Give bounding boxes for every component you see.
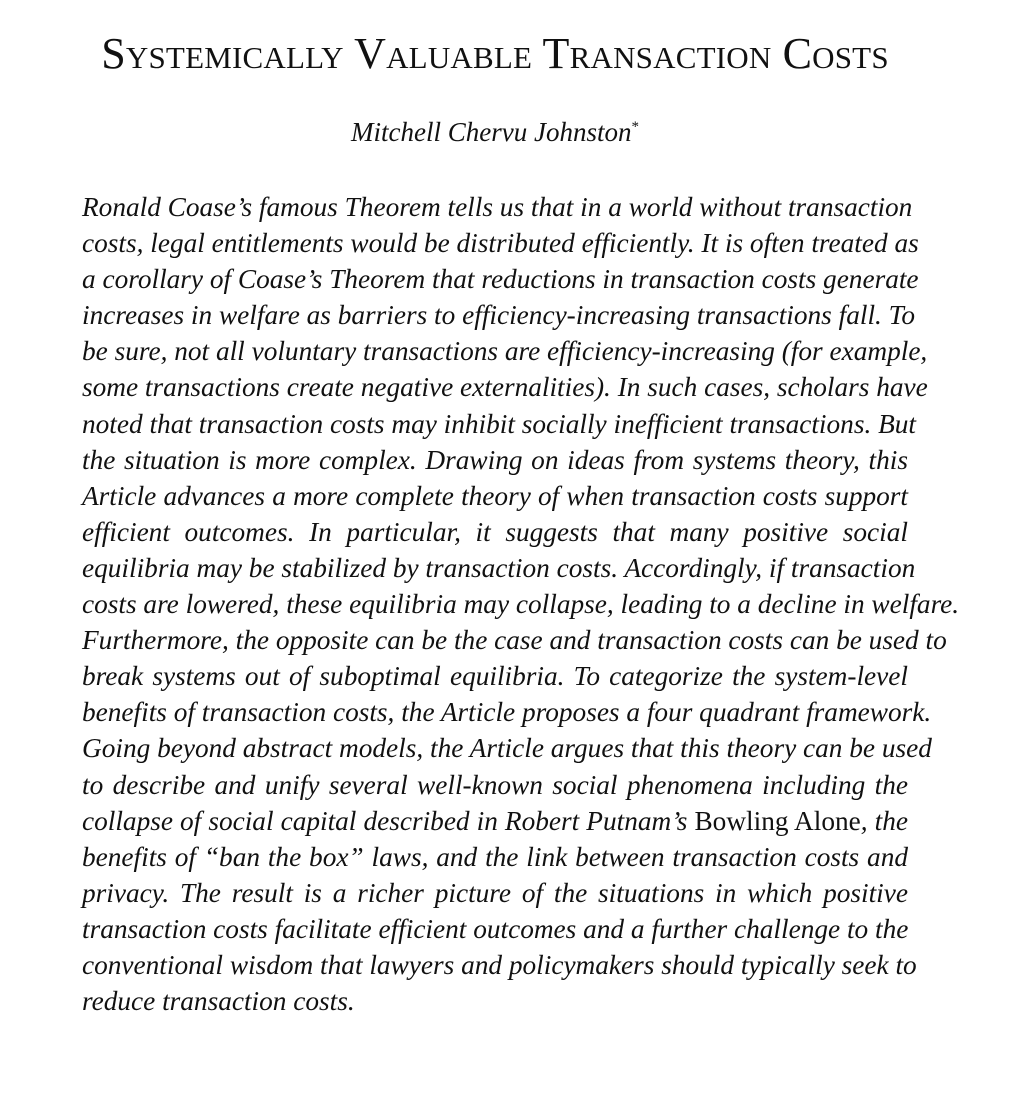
author-line [0,117,990,147]
abstract-line: Ronald Coase’s famous Theorem tells us that in a world without transaction [82,192,913,222]
abstract-line: reduce transaction costs. [82,986,355,1017]
abstract-text: , the [860,805,908,836]
abstract-line-with-book-title [82,803,908,839]
abstract-line: be sure, not all voluntary transactions are efficiency-increasing (for example, [82,336,928,367]
abstract-line: Furthermore, the opposite can be the case and transaction costs can be used to [82,625,947,656]
abstract-line: benefits of transaction costs, the Article proposes a four quadrant framework. [82,697,932,728]
abstract-line: costs, legal entitlements would be distributed efficiently. It is often treated as [82,228,919,259]
abstract-line: Article advances a more complete theory of when transaction costs support [82,480,908,511]
abstract-line: noted that transaction costs may inhibit socially inefficient transactions. But [82,408,916,439]
abstract-line: Going beyond abstract models, the Article argues that this theory can be used [82,733,932,764]
abstract-text: collapse of social capital described in Robert Putnam’s [82,805,695,836]
abstract-line: efficient outcomes. In particular, it suggests that many positive social [82,516,908,547]
abstract-line: conventional wisdom that lawyers and policymakers should typically seek to [82,949,917,980]
abstract-line: costs are lowered, these equilibria may collapse, leading to a decline in welfare. [82,589,960,620]
abstract-line: privacy. The result is a richer picture of the situations in which positive [82,877,908,908]
abstract-line: break systems out of suboptimal equilibria. To categorize the system-level [82,661,908,692]
abstract-line: equilibria may be stabilized by transaction costs. Accordingly, if transaction [82,552,916,583]
author-name: Mitchell Chervu Johnston [351,117,632,147]
abstract-line: to describe and unify several well-known social phenomena including the [82,769,908,800]
abstract-line: benefits of “ban the box” laws, and the link between transaction costs and [82,841,908,872]
book-title: Bowling Alone [694,805,861,836]
author-footnote-mark: * [631,119,639,135]
abstract-line: some transactions create negative externalities). In such cases, scholars have [82,372,928,403]
abstract-line: the situation is more complex. Drawing on ideas from systems theory, this [82,444,908,475]
abstract-line: a corollary of Coase’s Theorem that reductions in transaction costs generate [82,264,919,295]
abstract [82,189,960,1019]
abstract-line: transaction costs facilitate efficient outcomes and a further challenge to the [82,913,909,944]
paper-title: Systemically Valuable Transaction Costs [101,29,889,78]
abstract-line: increases in welfare as barriers to efficiency-increasing transactions fall. To [82,300,915,331]
